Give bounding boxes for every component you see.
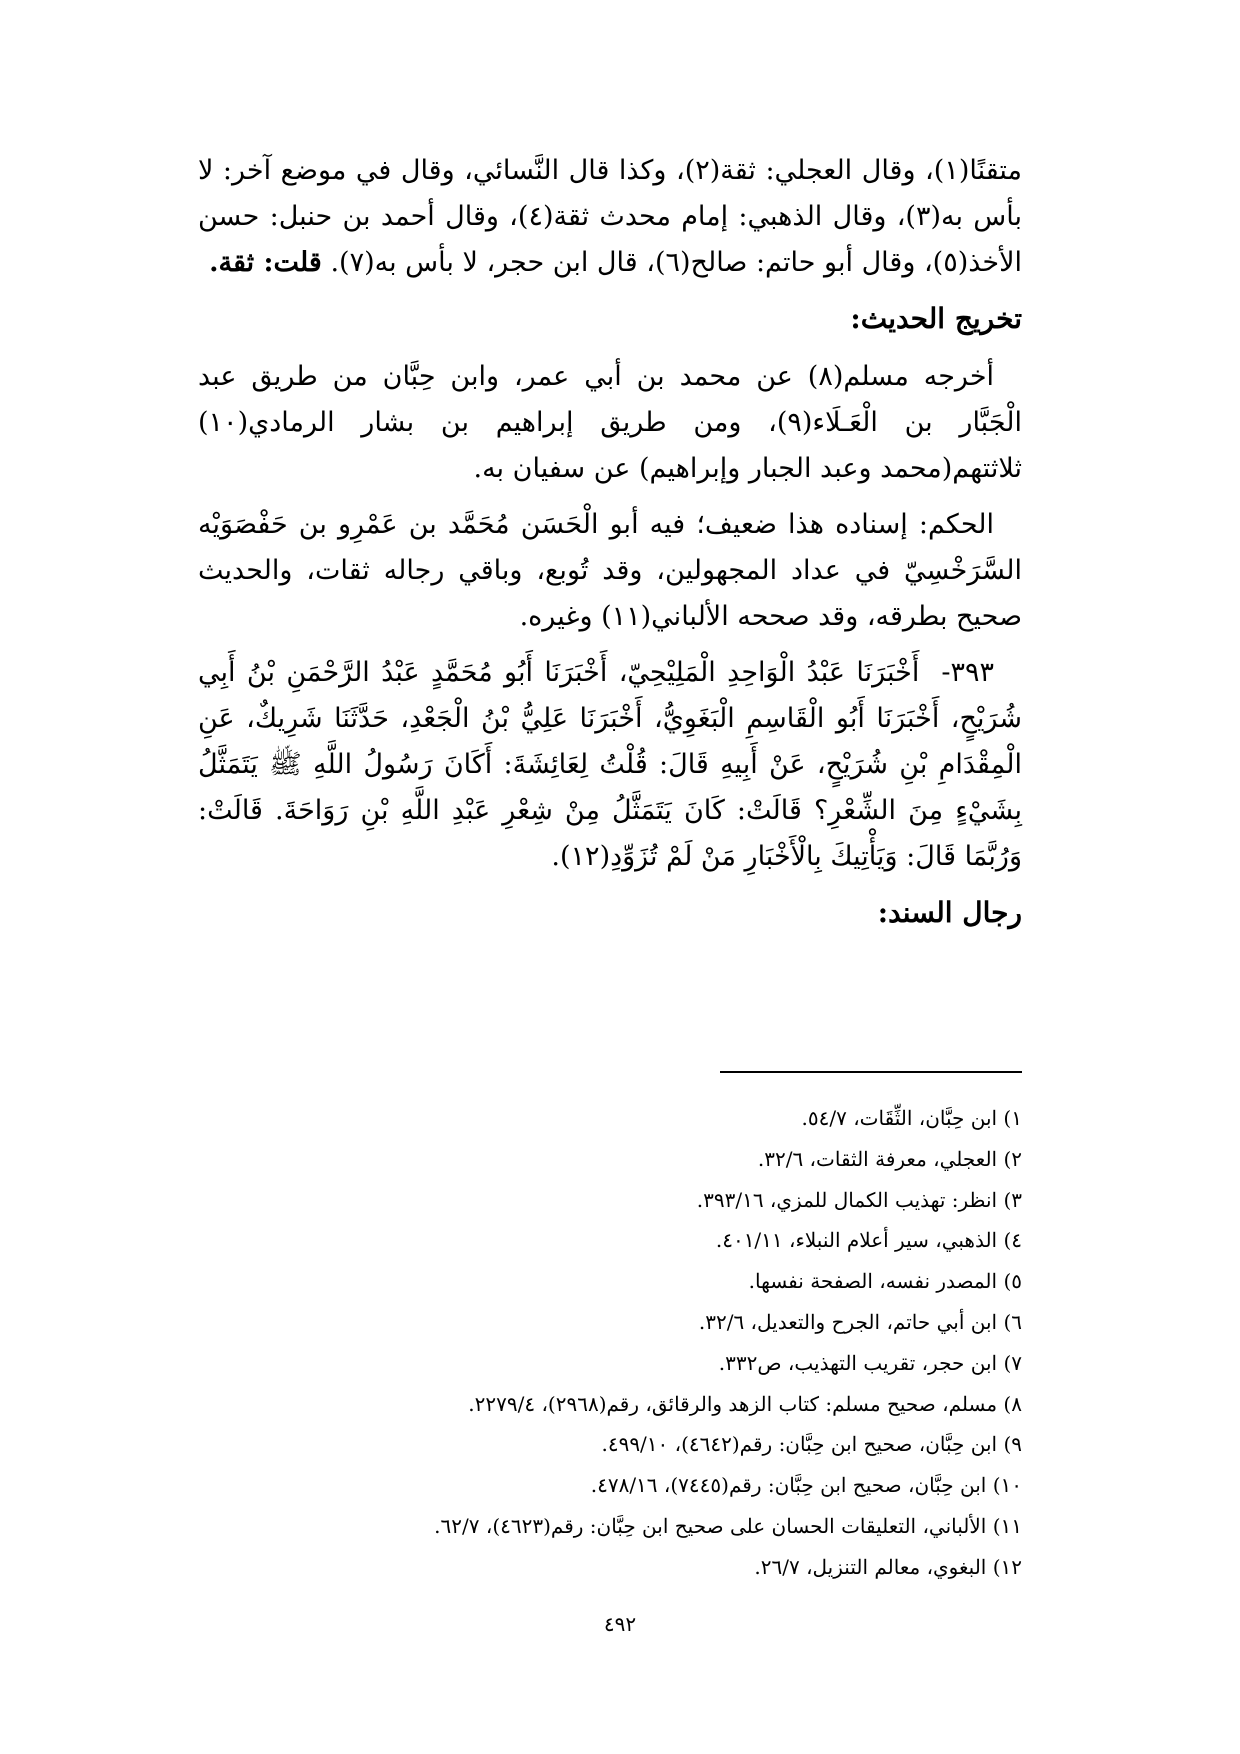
narrator-grading-text: متقنًا(١)، وقال العجلي: ثقة(٢)، وكذا قال النَّسائي، وقال في موضع آخر: لا بأس به(٣)، وقال الذهبي: إمام محدث ثقة(٤)، وقال أحمد بن حنبل: حسن الأخذ(٥)، وقال أبو حاتم: صالح(٦)، قال ابن حجر، لا بأس به(٧). <box>198 155 1022 278</box>
page-number: ٤٩٢ <box>603 1612 637 1636</box>
footnote-1: ١) ابن حِبَّان، الثِّقَات، ٥٤/٧. <box>801 1106 1022 1130</box>
verdict-label: قلت: ثقة. <box>209 247 322 278</box>
hadith-text: أَخْبَرَنَا عَبْدُ الْوَاحِدِ الْمَلِيْحِيّ، أَخْبَرَنَا أَبُو مُحَمَّدٍ عَبْدُ الرَّحْمَنِ بْنُ أَبِي شُرَيْحٍ، أَخْبَرَنَا أَبُو الْقَاسِمِ الْبَغَوِيُّ، أَخْبَرَنَا عَلِيُّ بْنُ الْجَعْدِ، حَدَّثَنَا شَرِيكٌ، عَنِ الْمِقْدَامِ بْنِ شُرَيْحٍ، عَنْ أَبِيهِ قَالَ: قُلْتُ لِعَائِشَةَ: أَكَانَ رَسُولُ اللَّهِ ﷺ يَتَمَثَّلُ بِشَيْءٍ مِنَ الشِّعْرِ؟ قَالَتْ: كَانَ يَتَمَثَّلُ مِنْ شِعْرِ عَبْدِ اللَّهِ بْنِ رَوَاحَةَ. قَالَتْ: وَرُبَّمَا قَالَ: وَيَأْتِيكَ بِالْأَخْبَارِ مَنْ لَمْ تُزَوِّدِ(١٢). <box>198 657 1022 872</box>
footnote-4: ٤) الذهبي، سير أعلام النبلاء، ٤٠١/١١. <box>715 1228 1022 1253</box>
footnote-10: ١٠) ابن حِبَّان، صحيح ابن حِبَّان: رقم(٧٤٤٥)، ٤٧٨/١٦. <box>590 1473 1022 1498</box>
footnote-12: ١٢) البغوي، معالم التنزيل، ٢٦/٧. <box>754 1554 1022 1579</box>
footnotes-list <box>198 1098 1022 1588</box>
hadith-paragraph <box>198 650 1022 880</box>
main-text <box>198 148 1022 948</box>
takhrij-paragraph: أخرجه مسلم(٨) عن محمد بن أبي عمر، وابن حِبَّان من طريق عبد الْجَبَّار بن الْعَـلَاء(٩)، ومن طريق إبراهيم بن بشار الرمادي(١٠) ثلاثتهم(محمد وعبد الجبار وإبراهيم) عن سفيان به. <box>198 361 1022 484</box>
footnote-3: ٣) انظر: تهذيب الكمال للمزي، ٣٩٣/١٦. <box>696 1187 1022 1212</box>
footnote-9: ٩) ابن حِبَّان، صحيح ابن حِبَّان: رقم(٤٦٤٢)، ٤٩٩/١٠. <box>601 1432 1022 1457</box>
rijal-heading: رجال السند: <box>877 896 1022 929</box>
takhrij-heading: تخريج الحديث: <box>850 302 1022 335</box>
footnote-2: ٢) العجلي، معرفة الثقات، ٣٢/٦. <box>757 1146 1022 1171</box>
footnote-6: ٦) ابن أبي حاتم، الجرح والتعديل، ٣٢/٦. <box>698 1309 1022 1334</box>
footnote-8: ٨) مسلم، صحيح مسلم: كتاب الزهد والرقائق، رقم(٢٩٦٨)، ٢٢٧٩/٤. <box>468 1391 1022 1416</box>
narrator-grading-paragraph <box>198 148 1022 286</box>
hukm-paragraph: الحكم: إسناده هذا ضعيف؛ فيه أبو الْحَسَن مُحَمَّد بن عَمْرِو بن حَفْصَوَيْه السَّرَخْسِيّ في عداد المجهولين، وقد تُوبع، وباقي رجاله ثقات، والحديث صحيح بطرقه، وقد صححه الألباني(١١) وغيره. <box>198 509 1022 632</box>
hadith-number: ٣٩٣- <box>941 657 994 688</box>
footnote-11: ١١) الألباني، التعليقات الحسان على صحيح ابن حِبَّان: رقم(٤٦٢٣)، ٦٢/٧. <box>434 1513 1022 1538</box>
footnote-5: ٥) المصدر نفسه، الصفحة نفسها. <box>748 1269 1022 1294</box>
footnote-7: ٧) ابن حجر، تقريب التهذيب، ص٣٣٢. <box>718 1350 1022 1375</box>
footnote-separator <box>720 1071 1022 1073</box>
